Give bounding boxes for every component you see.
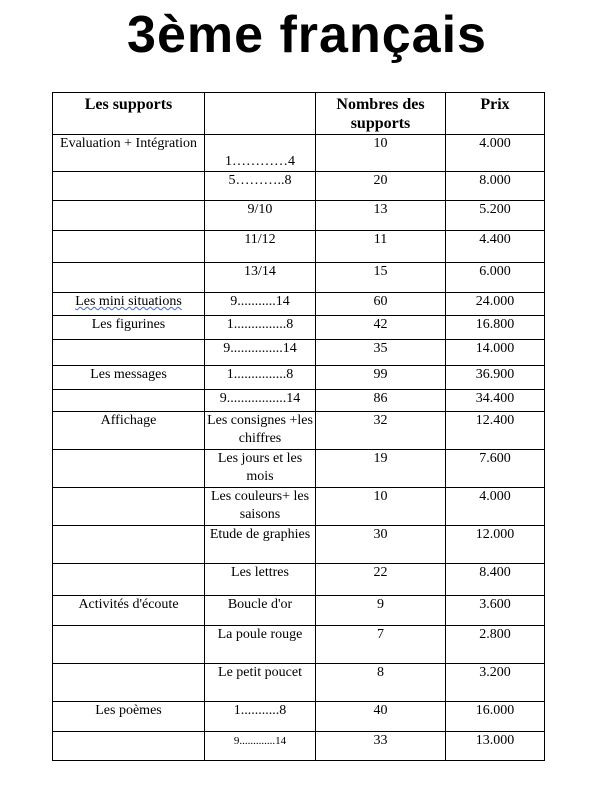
- support-cell: [53, 526, 205, 564]
- count-cell: 9: [316, 596, 446, 626]
- support-text: Les mini situations: [75, 294, 182, 309]
- page-title: 3ème français: [127, 6, 487, 64]
- table-row: [53, 596, 545, 626]
- table-row: [53, 231, 545, 263]
- table-row: [53, 390, 545, 412]
- table-row: [53, 201, 545, 231]
- range-cell: 13/14: [205, 263, 316, 293]
- count-cell: 42: [316, 316, 446, 340]
- price-cell: 36.900: [446, 366, 545, 390]
- count-cell: 30: [316, 526, 446, 564]
- support-cell: [53, 664, 205, 702]
- support-cell: [53, 293, 205, 316]
- range-cell: Les jours et les mois: [205, 450, 316, 488]
- support-cell: [53, 172, 205, 201]
- count-cell: 10: [316, 488, 446, 526]
- table-row: [53, 293, 545, 316]
- price-cell: 12.000: [446, 526, 545, 564]
- count-cell: 10: [316, 135, 446, 172]
- price-cell: 24.000: [446, 293, 545, 316]
- price-cell: 14.000: [446, 340, 545, 366]
- count-cell: 13: [316, 201, 446, 231]
- support-cell: Les poèmes: [53, 702, 205, 732]
- support-cell: [53, 231, 205, 263]
- support-cell: [53, 732, 205, 761]
- price-cell: 16.800: [446, 316, 545, 340]
- support-cell: [53, 390, 205, 412]
- price-cell: 4.000: [446, 135, 545, 172]
- price-cell: 34.400: [446, 390, 545, 412]
- count-cell: 15: [316, 263, 446, 293]
- support-cell: [53, 201, 205, 231]
- price-cell: 2.800: [446, 626, 545, 664]
- support-cell: [53, 626, 205, 664]
- price-cell: 3.600: [446, 596, 545, 626]
- count-cell: 35: [316, 340, 446, 366]
- count-cell: 33: [316, 732, 446, 761]
- table-row: [53, 526, 545, 564]
- support-cell: [53, 450, 205, 488]
- table-row: [53, 702, 545, 732]
- table-row: [53, 488, 545, 526]
- range-cell: Les consignes +les chiffres: [205, 412, 316, 450]
- table-row: [53, 172, 545, 201]
- support-cell: Affichage: [53, 412, 205, 450]
- range-cell: La poule rouge: [205, 626, 316, 664]
- header-range: [205, 93, 316, 135]
- price-cell: 4.400: [446, 231, 545, 263]
- table-row: [53, 263, 545, 293]
- support-cell: [53, 340, 205, 366]
- range-cell: Etude de graphies: [205, 526, 316, 564]
- range-cell: 9...............14: [205, 340, 316, 366]
- range-cell: 11/12: [205, 231, 316, 263]
- header-count: Nombres des supports: [316, 93, 446, 135]
- price-cell: 12.400: [446, 412, 545, 450]
- range-cell: 1...............8: [205, 366, 316, 390]
- range-cell: Les couleurs+ les saisons: [205, 488, 316, 526]
- table-row: [53, 732, 545, 761]
- table-row: [53, 316, 545, 340]
- range-cell: 5………..8: [205, 172, 316, 201]
- price-cell: 13.000: [446, 732, 545, 761]
- table-row: [53, 564, 545, 596]
- count-cell: 19: [316, 450, 446, 488]
- header-price: Prix: [446, 93, 545, 135]
- range-cell: 9.................14: [205, 390, 316, 412]
- count-cell: 22: [316, 564, 446, 596]
- table-row: [53, 135, 545, 172]
- count-cell: 20: [316, 172, 446, 201]
- range-cell: 9/10: [205, 201, 316, 231]
- range-cell: 1...............8: [205, 316, 316, 340]
- price-cell: 5.200: [446, 201, 545, 231]
- supports-table: [52, 92, 545, 761]
- count-cell: 32: [316, 412, 446, 450]
- count-cell: 8: [316, 664, 446, 702]
- count-cell: 86: [316, 390, 446, 412]
- count-cell: 60: [316, 293, 446, 316]
- range-cell: 9.............14: [205, 732, 316, 761]
- support-cell: [53, 263, 205, 293]
- price-cell: 8.000: [446, 172, 545, 201]
- range-cell: Boucle d'or: [205, 596, 316, 626]
- table-header-row: [53, 93, 545, 135]
- range-cell: 1…………4: [205, 135, 316, 172]
- table-row: [53, 366, 545, 390]
- header-supports: Les supports: [53, 93, 205, 135]
- support-cell: [53, 488, 205, 526]
- range-cell: 9...........14: [205, 293, 316, 316]
- support-cell: Les messages: [53, 366, 205, 390]
- table-row: [53, 450, 545, 488]
- count-cell: 11: [316, 231, 446, 263]
- range-cell: 1...........8: [205, 702, 316, 732]
- price-cell: 7.600: [446, 450, 545, 488]
- table-row: [53, 626, 545, 664]
- price-cell: 16.000: [446, 702, 545, 732]
- price-cell: 4.000: [446, 488, 545, 526]
- price-cell: 8.400: [446, 564, 545, 596]
- support-cell: Evaluation + Intégration: [53, 135, 205, 172]
- price-cell: 6.000: [446, 263, 545, 293]
- support-cell: [53, 564, 205, 596]
- range-cell: Les lettres: [205, 564, 316, 596]
- count-cell: 7: [316, 626, 446, 664]
- price-cell: 3.200: [446, 664, 545, 702]
- support-cell: Les figurines: [53, 316, 205, 340]
- table-row: [53, 664, 545, 702]
- count-cell: 40: [316, 702, 446, 732]
- table-row: [53, 412, 545, 450]
- range-cell: Le petit poucet: [205, 664, 316, 702]
- support-cell: Activités d'écoute: [53, 596, 205, 626]
- count-cell: 99: [316, 366, 446, 390]
- table-row: [53, 340, 545, 366]
